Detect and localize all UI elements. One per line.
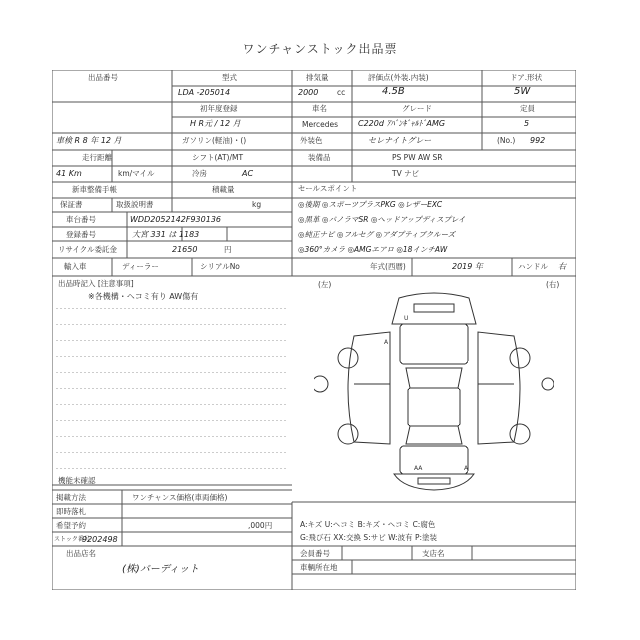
rear-window-outline	[406, 426, 462, 444]
right-side-outline	[478, 332, 520, 444]
svg-text:AA: AA	[414, 465, 423, 472]
kaiin-label: 会員番号	[300, 549, 330, 558]
trunk-outline	[400, 446, 468, 474]
haikiryo-label: 排気量	[306, 73, 329, 82]
svg-text:A: A	[464, 465, 469, 472]
hyoka-label: 評価点(外装.内装)	[368, 73, 429, 82]
roof-outline	[408, 388, 460, 426]
soko-value: 41 Km	[56, 169, 82, 178]
point-label: セールスポイント	[298, 184, 358, 193]
shuppinten-label: 出品店名	[66, 549, 96, 558]
nenshiki-value: 2019 年	[452, 262, 483, 271]
gaisoshoku-value: セレナイトグレー	[368, 136, 432, 145]
rear-plate-outline	[418, 478, 450, 484]
sales-point-3: ◎純正ナビ ◎フルセグ ◎アダプティブクルーズ	[298, 230, 456, 239]
handle-value: 右	[558, 262, 566, 271]
sobihin-items: PS PW AW SR	[392, 153, 443, 162]
toroku-value: 大宮 331 は 1183	[132, 230, 200, 239]
sobihin-items-2: TV ナビ	[392, 169, 420, 178]
kibou-label: 希望予約	[56, 521, 86, 530]
wheel-front-right	[510, 348, 530, 368]
form-sheet	[52, 70, 576, 590]
katashiki-label: 型式	[222, 73, 237, 82]
wheel-rear-left	[338, 424, 358, 444]
grade-label: グレード	[402, 104, 432, 113]
car-body-diagram	[314, 284, 554, 494]
teiin-value: 5	[524, 119, 530, 128]
teiin-label: 定員	[520, 104, 535, 113]
left-side-outline	[348, 332, 390, 444]
yunyu-label: 輸入車	[64, 262, 87, 271]
rear-bumper-outline	[394, 474, 474, 490]
svg-text:U: U	[404, 315, 409, 322]
shadai-value: WDD2052142F930136	[130, 215, 221, 224]
shamei-label: 車名	[312, 104, 327, 113]
legend-line-1: A:キズ U:ヘコミ B:キズ・ヘコミ C:腐色	[300, 520, 436, 529]
shuppinten-value: (株)バーディット	[122, 564, 200, 575]
sharyo-label: 車輌所在地	[300, 563, 338, 572]
sobihin-label: 装備品	[308, 153, 331, 162]
diagram-right-label: (右)	[546, 280, 560, 289]
remark-label: 機能未確認	[58, 476, 96, 485]
wheel-rear-right	[510, 424, 530, 444]
shift-label: シフト(AT)/MT	[192, 153, 244, 162]
shaken-value: 車検 R 8 年 12 月	[56, 136, 122, 145]
torisetsu-label: 取扱説明書	[116, 200, 154, 209]
nenshiki-label: 年式(西暦)	[370, 262, 406, 271]
sokketsu-label: 即時落札	[56, 507, 86, 516]
hoshosho-label: 保証書	[60, 200, 83, 209]
gasoline-field: ガソリン(軽油)・()	[182, 136, 247, 145]
notes-line-1: ※各機構・ヘコミ有り AW傷有	[88, 292, 199, 301]
haikiryo-unit: cc	[337, 88, 346, 97]
recycle-value: 21650	[172, 245, 198, 254]
stock-label: ストック番号	[54, 536, 90, 543]
notes-header: 出品時記入 [注意事項]	[58, 279, 134, 288]
dealer-label: ディーラー	[122, 262, 159, 271]
hood-outline	[400, 324, 468, 364]
windshield-outline	[406, 368, 462, 388]
handle-label: ハンドル	[518, 262, 548, 271]
shuppin-bango-label: 出品番号	[88, 73, 118, 82]
no-label: (No.)	[497, 136, 516, 145]
keisai-value: ワンチャンス価格(車両価格)	[132, 493, 228, 502]
wheel-front-left	[338, 348, 358, 368]
shamei-value: Mercedes	[302, 120, 339, 129]
front-grille-outline	[414, 304, 454, 312]
sales-point-2: ◎黒革 ◎パノラマSR ◎ヘッドアップディスプレイ	[298, 215, 466, 224]
haikiryo-value: 2000	[298, 88, 319, 97]
wheel-spare-left	[314, 376, 328, 392]
sekisai-unit: kg	[252, 200, 262, 209]
svg-text:A: A	[384, 339, 389, 346]
grade-value: C220d ｱﾊﾞﾝｷﾞｬﾙﾄﾞAMG	[358, 119, 446, 128]
keisai-label: 掲載方法	[56, 493, 86, 502]
serial-label: シリアルNo	[200, 262, 240, 271]
kibou-value: ,000円	[248, 521, 273, 530]
shonendo-label: 初年度登録	[200, 104, 238, 113]
door-label: ドア.形状	[510, 73, 543, 82]
recycle-label: リサイクル委託金	[58, 245, 117, 254]
stock-value: 9202498	[82, 535, 118, 544]
reibo-value: AC	[242, 169, 254, 178]
door-value: 5W	[514, 86, 531, 97]
wheel-spare-right	[542, 378, 554, 390]
katashiki-value: LDA -205014	[178, 88, 231, 97]
km-unit: km/マイル	[118, 169, 155, 178]
legend-line-2: G:飛び石 XX:交換 S:サビ W:波有 P:塗装	[300, 533, 438, 542]
shadai-label: 車台番号	[66, 215, 96, 224]
recycle-unit: 円	[224, 245, 232, 254]
no-value: 992	[530, 136, 546, 145]
reibo-label: 冷房	[192, 169, 207, 178]
hyoka-value: 4.5B	[382, 86, 405, 97]
soko-label: 走行距離	[82, 153, 112, 162]
page-title: ワンチャンストック出品票	[242, 42, 398, 56]
sales-point-1: ◎後期 ◎スポーツプラスPKG ◎レザーEXC	[298, 200, 443, 209]
sekisai-label: 積載量	[212, 185, 235, 194]
diagram-left-label: (左)	[318, 280, 332, 289]
sales-point-4: ◎360°カメラ ◎AMGエアロ ◎18インチAW	[298, 245, 448, 254]
shinsha-label: 新車整備手帳	[72, 185, 117, 194]
toroku-label: 登録番号	[66, 230, 96, 239]
shonendo-value: H R元 / 12 月	[190, 119, 241, 128]
shiten-label: 支店名	[422, 549, 445, 558]
gaisoshoku-label: 外装色	[300, 136, 323, 145]
